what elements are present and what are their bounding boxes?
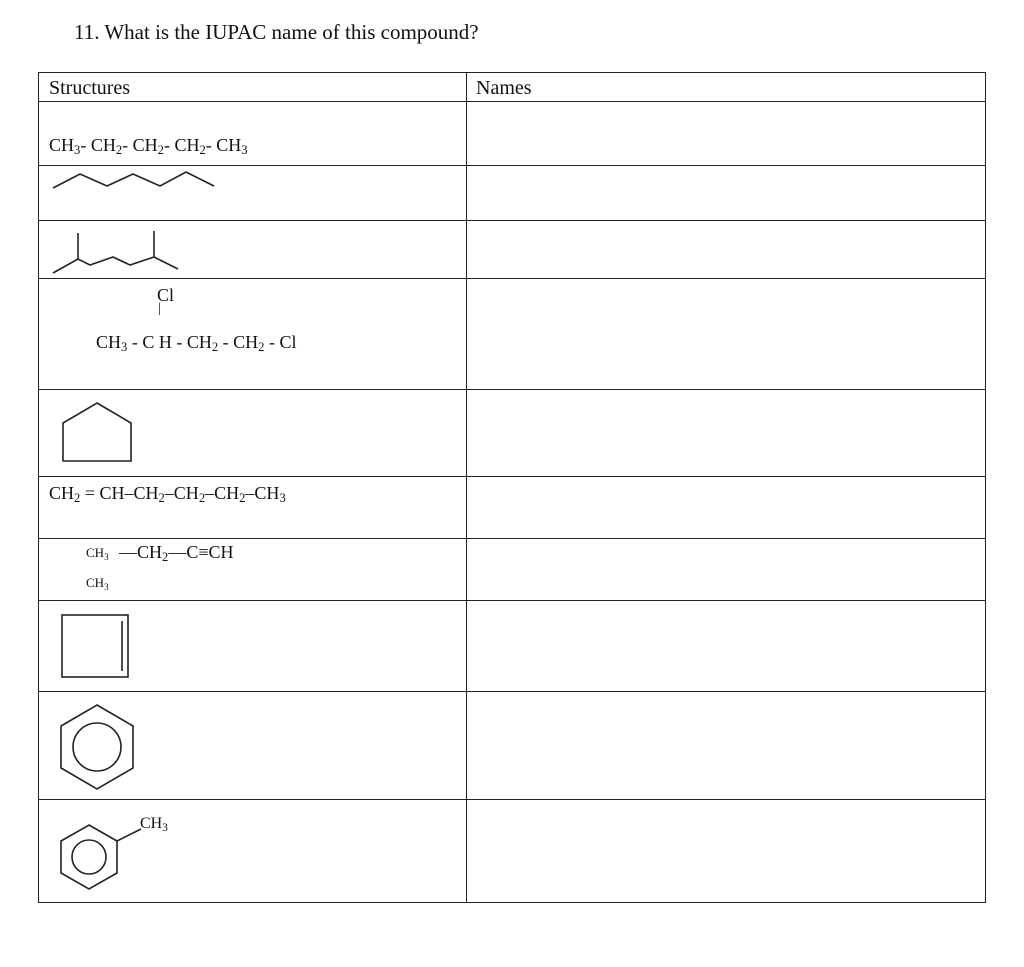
formula-hexene: $CH_2 = CH-CH_2-CH_2-CH_2-CH_3$ xyxy=(49,483,286,505)
formula-chloro: $CH_3$ - C H - $CH_2 - CH_2$ - Cl xyxy=(96,332,297,354)
row-divider xyxy=(466,165,985,166)
row-divider xyxy=(39,389,985,390)
header-names: Names xyxy=(476,77,532,99)
ch3-label: $CH_3$ xyxy=(86,575,109,592)
skeletal-zigzag xyxy=(53,168,218,198)
skeletal-branched xyxy=(53,225,203,275)
column-divider xyxy=(466,73,467,902)
ch3-label: $CH_3$ xyxy=(140,815,168,834)
cyclopentane-ring xyxy=(61,401,133,465)
row-divider xyxy=(39,476,985,477)
row-divider xyxy=(39,278,985,279)
row-divider xyxy=(39,220,985,221)
row-divider xyxy=(39,538,985,539)
row-divider xyxy=(39,600,985,601)
vertical-bond: | xyxy=(158,301,161,316)
cyclobutene-ring xyxy=(61,613,131,679)
row-divider xyxy=(39,799,985,800)
formula-pentane: $CH_3-$ $CH_2-$ $CH_2-$ $CH_2-$ $CH_3$ xyxy=(49,135,248,157)
benzene-ring xyxy=(59,703,139,793)
row-divider xyxy=(39,691,985,692)
row-divider xyxy=(39,165,466,166)
cl-substituent: Cl xyxy=(157,285,175,305)
formula-alkyne: $—CH_2—C\equiv CH$ xyxy=(119,542,234,564)
header-structures: Structures xyxy=(49,77,131,99)
row-divider xyxy=(39,101,985,102)
structures-table xyxy=(38,72,986,903)
ch3-label: $CH_3$ xyxy=(86,545,109,562)
question-title: 11. What is the IUPAC name of this compound? xyxy=(74,20,479,44)
